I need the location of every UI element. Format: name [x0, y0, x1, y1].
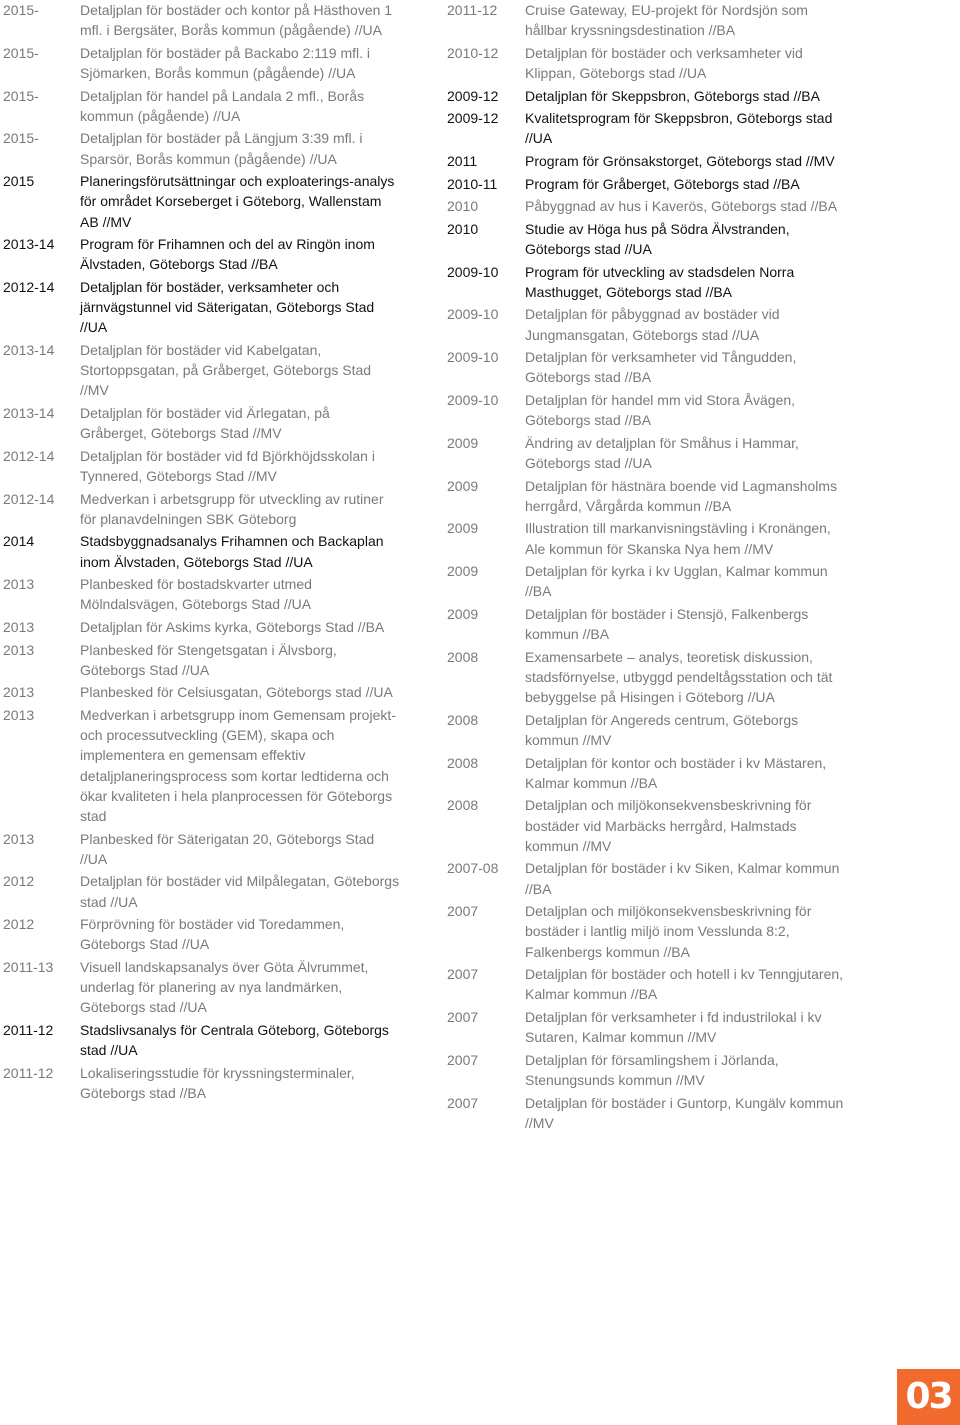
project-description: Kvalitetsprogram för Skeppsbron, Göteborgs stad //UA	[525, 110, 833, 147]
project-year: 2009	[447, 563, 479, 580]
project-year: 2008	[447, 711, 479, 728]
project-description: Detaljplan för bostäder på Backabo 2:119 mfl. i Sjömarken, Borås kommun (pågående) //UA	[80, 44, 371, 81]
project-year: 2011-12	[447, 2, 498, 18]
project-description: Detaljplan för bostäder i Stensjö, Falkenbergs kommun //BA	[525, 605, 809, 643]
project-entry	[0, 340, 400, 401]
project-year: 2008	[447, 648, 479, 665]
project-description: Detaljplan för församlingshem i Jörlanda, Stenungsunds kommun //MV	[525, 1051, 779, 1088]
project-year: 2009-10	[447, 349, 499, 366]
project-year: 2010	[447, 220, 479, 237]
project-entry	[0, 0, 400, 40]
project-entry	[0, 871, 400, 911]
project-description: Detaljplan och miljökonsekvensbeskrivning för bostäder vid Marbäcks herrgård, Halmstads kommun //MV	[525, 797, 812, 854]
project-description: Detaljplan för bostäder vid Kabelgatan, Stortoppsgatan, på Gråberget, Göteborgs Stad //MV	[80, 341, 372, 399]
project-description: Detaljplan för bostäder vid fd Björkhöjdsskolan i Tynnered, Göteborgs Stad //MV	[80, 447, 375, 484]
project-description: Planbesked för Stengetsgatan i Älvsborg, Göteborgs Stad //UA	[80, 641, 337, 678]
project-entry	[446, 262, 846, 302]
project-description: Detaljplan för kontor och bostäder i kv Mästaren, Kalmar kommun //BA	[525, 754, 827, 791]
project-description: Detaljplan för Angereds centrum, Göteborgs kommun //MV	[525, 711, 799, 748]
project-year: 2013	[3, 684, 35, 701]
project-year: 2007	[447, 1094, 479, 1111]
project-description: Detaljplan för bostäder vid Ärlegatan, på Gråberget, Göteborgs Stad //MV	[80, 404, 330, 442]
project-description: Påbyggnad av hus i Kaverös, Göteborgs stad //BA	[525, 198, 838, 215]
project-year: 2012	[3, 916, 35, 933]
project-entry	[446, 1093, 846, 1133]
project-year: 2015-	[3, 130, 39, 147]
project-entry	[446, 561, 846, 601]
project-year: 2007	[447, 903, 479, 920]
project-description: Program för Gråberget, Göteborgs stad //BA	[525, 175, 800, 192]
project-entry	[446, 964, 846, 1004]
project-year: 2012-14	[3, 278, 55, 295]
project-entry	[446, 795, 846, 856]
project-description: Detaljplan för handel på Landala 2 mfl., Borås kommun (pågående) //UA	[80, 87, 365, 124]
right-project-list	[446, 0, 846, 1135]
project-description: Detaljplan för bostäder i kv Siken, Kalmar kommun //BA	[525, 860, 840, 897]
project-year: 2012	[3, 873, 35, 890]
project-description: Detaljplan för bostäder och kontor på Hästhoven 1 mfl. i Bergsäter, Borås kommun (pågående) //UA	[80, 2, 393, 39]
project-entry	[0, 446, 400, 486]
project-year: 2009-12	[447, 110, 499, 127]
project-year: 2010	[447, 198, 479, 215]
project-year: 2008	[447, 754, 479, 771]
project-entry	[446, 710, 846, 750]
page-number-badge: 03	[897, 1369, 960, 1425]
project-description: Medverkan i arbetsgrupp för utveckling av rutiner för planavdelningen SBK Göteborg	[80, 490, 384, 527]
project-description: Planbesked för Celsiusgatan, Göteborgs stad //UA	[80, 684, 393, 701]
project-entry	[446, 196, 846, 216]
project-description: Detaljplan för påbyggnad av bostäder vid Jungmansgatan, Göteborgs stad //UA	[525, 306, 780, 343]
project-year: 2009	[447, 434, 479, 451]
project-entry	[0, 277, 400, 338]
project-entry	[446, 604, 846, 644]
project-year: 2013	[3, 576, 35, 593]
project-entry	[446, 753, 846, 793]
project-description: Illustration till markanvisningstävling i Kronängen, Ale kommun för Skanska Nya hem //MV	[525, 520, 831, 557]
project-description: Examensarbete – analys, teoretisk diskussion, stadsförnyelse, utbyggd pendeltågsstation och tät bebyggelse på Hisingen i Göteborg //UA	[525, 648, 833, 706]
project-entry	[446, 0, 846, 40]
project-description: Detaljplan för verksamheter i fd industrilokal i kv Sutaren, Kalmar kommun //MV	[525, 1008, 822, 1046]
project-description: Detaljplan för hästnära boende vid Lagmansholms herrgård, Vårgårda kommun //BA	[525, 477, 838, 514]
project-entry	[446, 647, 846, 708]
left-project-list	[0, 0, 400, 1106]
project-year: 2007-08	[447, 860, 499, 877]
project-description: Visuell landskapsanalys över Göta Älvrummet, underlag för planering av nya landmärken, Göteborgs stad //UA	[80, 958, 369, 1016]
project-year: 2009-12	[447, 87, 499, 104]
project-year: 2009	[447, 477, 479, 494]
project-year: 2012-14	[3, 490, 55, 507]
project-entry	[446, 219, 846, 259]
project-description: Detaljplan och miljökonsekvensbeskrivning för bostäder i lantlig miljö inom Vesslunda 8:2, Falkenbergs kommun //BA	[525, 903, 812, 960]
project-entry	[0, 957, 400, 1018]
project-description: Detaljplan för verksamheter vid Tångudden, Göteborgs stad //BA	[525, 349, 797, 386]
project-entry	[0, 914, 400, 954]
project-year: 2011	[447, 152, 478, 169]
project-year: 2015-	[3, 2, 39, 18]
project-year: 2007	[447, 1051, 479, 1068]
project-entry	[0, 829, 400, 869]
project-entry	[446, 901, 846, 962]
project-description: Detaljplan för Askims kyrka, Göteborgs Stad //BA	[80, 618, 385, 635]
project-entry	[446, 858, 846, 898]
project-description: Stadsbyggnadsanalys Frihamnen och Backaplan inom Älvstaden, Göteborgs Stad //UA	[80, 533, 384, 570]
project-description: Detaljplan för bostäder, verksamheter och järnvägstunnel vid Säterigatan, Göteborgs Stad //UA	[80, 278, 375, 336]
project-year: 2009-10	[447, 263, 499, 280]
project-description: Planeringsförutsättningar och exploaterings-analys för området Korseberget i Göteborg, Wallenstam AB //MV	[80, 173, 395, 230]
project-entry	[446, 347, 846, 387]
project-year: 2013	[3, 641, 35, 658]
project-entry	[446, 390, 846, 430]
project-entry	[446, 476, 846, 516]
project-entry	[0, 171, 400, 232]
project-year: 2011-13	[3, 958, 54, 975]
project-entry	[0, 574, 400, 614]
project-entry	[446, 174, 846, 194]
project-year: 2007	[447, 966, 479, 983]
project-description: Ändring av detaljplan för Småhus i Hammar, Göteborgs stad //UA	[525, 434, 799, 471]
project-entry	[446, 43, 846, 83]
project-year: 2010-11	[447, 175, 498, 192]
project-entry	[446, 86, 846, 106]
project-year: 2009	[447, 605, 479, 622]
project-year: 2009-10	[447, 306, 499, 323]
project-description: Detaljplan för bostäder och verksamheter vid Klippan, Göteborgs stad //UA	[525, 44, 803, 81]
project-description: Detaljplan för bostäder i Guntorp, Kungälv kommun //MV	[525, 1094, 844, 1131]
project-description: Detaljplan för Skeppsbron, Göteborgs stad //BA	[525, 87, 820, 104]
project-description: Förprövning för bostäder vid Toredammen, Göteborgs Stad //UA	[80, 916, 345, 953]
project-description: Medverkan i arbetsgrupp inom Gemensam projekt- och processutveckling (GEM), skapa och implementera en gemensam effektiv detaljplaneringsprocess som kortar ledtiderna och ökar kvaliteten i hela planprocessen för Göteborgs stad	[80, 706, 396, 824]
project-year: 2007	[447, 1008, 479, 1025]
project-description: Cruise Gateway, EU-projekt för Nordsjön som hållbar kryssningsdestination //BA	[525, 2, 808, 39]
project-description: Detaljplan för bostäder vid Milpålegatan, Göteborgs stad //UA	[80, 873, 400, 910]
project-year: 2009	[447, 520, 479, 537]
project-entry	[446, 1050, 846, 1090]
project-entry	[0, 234, 400, 274]
project-year: 2010-12	[447, 44, 499, 61]
project-entry	[0, 128, 400, 168]
project-entry	[446, 151, 846, 171]
project-year: 2013-14	[3, 236, 55, 253]
project-entry	[0, 531, 400, 571]
project-description: Program för utveckling av stadsdelen Norra Masthugget, Göteborgs stad //BA	[525, 263, 795, 300]
project-description: Studie av Höga hus på Södra Älvstranden, Göteborgs stad //UA	[525, 220, 790, 257]
project-entry	[0, 1063, 400, 1103]
project-year: 2012-14	[3, 447, 55, 464]
project-year: 2014	[3, 533, 35, 550]
project-description: Detaljplan för bostäder på Längjum 3:39 mfl. i Sparsör, Borås kommun (pågående) //UA	[80, 130, 363, 167]
project-entry	[446, 433, 846, 473]
project-entry	[0, 705, 400, 826]
project-description: Planbesked för bostadskvarter utmed Mölndalsvägen, Göteborgs Stad //UA	[80, 576, 312, 613]
project-entry	[0, 640, 400, 680]
project-entry	[446, 1007, 846, 1047]
project-entry	[446, 304, 846, 344]
project-description: Lokaliseringsstudie för kryssningsterminaler, Göteborgs stad //BA	[80, 1064, 355, 1101]
project-year: 2011-12	[3, 1021, 54, 1038]
project-year: 2013	[3, 618, 35, 635]
project-description: Detaljplan för kyrka i kv Ugglan, Kalmar kommun //BA	[525, 563, 828, 600]
project-description: Program för Grönsakstorget, Göteborgs stad //MV	[525, 152, 835, 169]
project-entry	[0, 682, 400, 702]
project-year: 2013	[3, 830, 35, 847]
project-entry	[0, 86, 400, 126]
project-description: Detaljplan för handel mm vid Stora Åvägen, Göteborgs stad //BA	[525, 391, 796, 429]
project-year: 2013	[3, 706, 35, 723]
project-year: 2008	[447, 797, 479, 814]
project-description: Program för Frihamnen och del av Ringön inom Älvstaden, Göteborgs Stad //BA	[80, 236, 375, 273]
project-description: Stadslivsanalys för Centrala Göteborg, Göteborgs stad //UA	[80, 1021, 389, 1059]
project-year: 2013-14	[3, 404, 55, 421]
project-year: 2009-10	[447, 391, 499, 408]
project-entry	[446, 108, 846, 148]
project-year: 2015-	[3, 44, 39, 61]
project-year: 2015	[3, 173, 35, 190]
project-entry	[0, 617, 400, 637]
project-description: Planbesked för Säterigatan 20, Göteborgs Stad //UA	[80, 830, 375, 867]
project-year: 2013-14	[3, 341, 55, 358]
project-entry	[0, 1020, 400, 1060]
project-year: 2015-	[3, 87, 39, 104]
project-year: 2011-12	[3, 1064, 54, 1081]
project-description: Detaljplan för bostäder och hotell i kv Tenngjutaren, Kalmar kommun //BA	[525, 966, 844, 1003]
project-entry	[446, 518, 846, 558]
project-entry	[0, 43, 400, 83]
project-entry	[0, 489, 400, 529]
project-entry	[0, 403, 400, 443]
